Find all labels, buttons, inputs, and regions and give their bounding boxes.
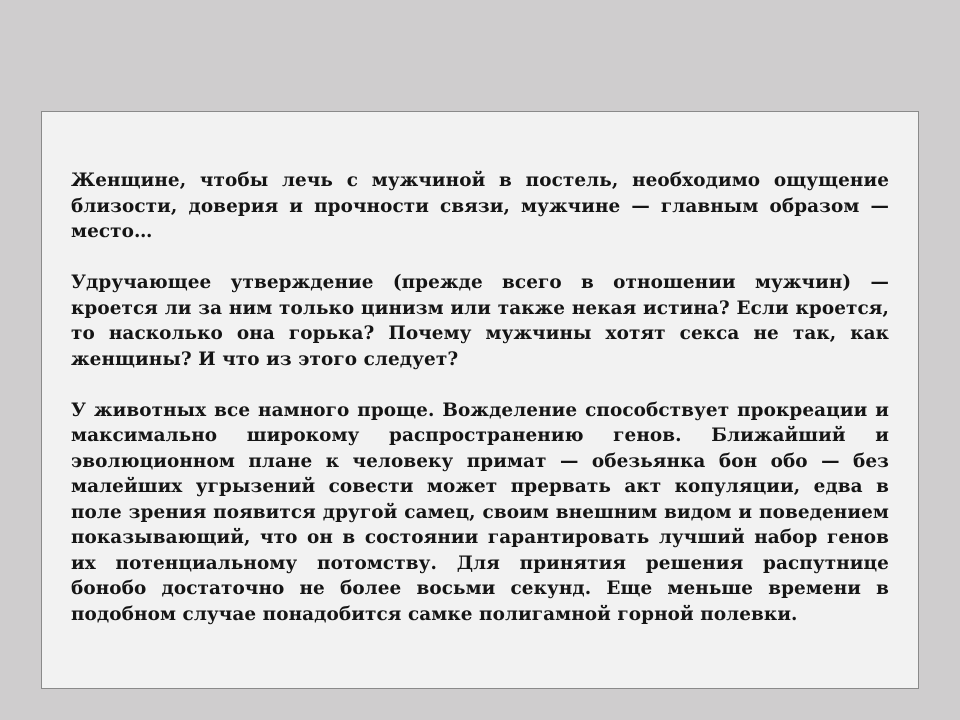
- paragraph-2: Удручающее утверждение (прежде всего в отношении мужчин) — кроется ли за ним только цинизм или также некая истина? Если кроется, то насколько она горька? Почему мужчины хотят секса не так, как женщины? И что из этого следует?: [71, 272, 889, 370]
- slide-card: [41, 111, 919, 689]
- paragraph-3: У животных все намного проще. Вожделение способствует прокреации и максимально широкому распространению генов. Ближайший и эволюционном плане к человеку примат — обезьянка бон обо — без малейших угрызений совести может прервать акт копуляции, едва в поле зрения появится другой самец, своим внешним видом и поведением показывающий, что он в состоянии гарантировать лучший набор генов их потенциальному потомству. Для принятия решения распутнице бонобо достаточно не более восьми секунд. Еще меньше времени в подобном случае понадобится самке полигамной горной полевки.: [71, 399, 889, 625]
- text-body: [71, 168, 889, 627]
- paragraph-1: Женщине, чтобы лечь с мужчиной в постель, необходимо ощущение близости, доверия и прочности связи, мужчине — главным образом — место…: [71, 170, 889, 242]
